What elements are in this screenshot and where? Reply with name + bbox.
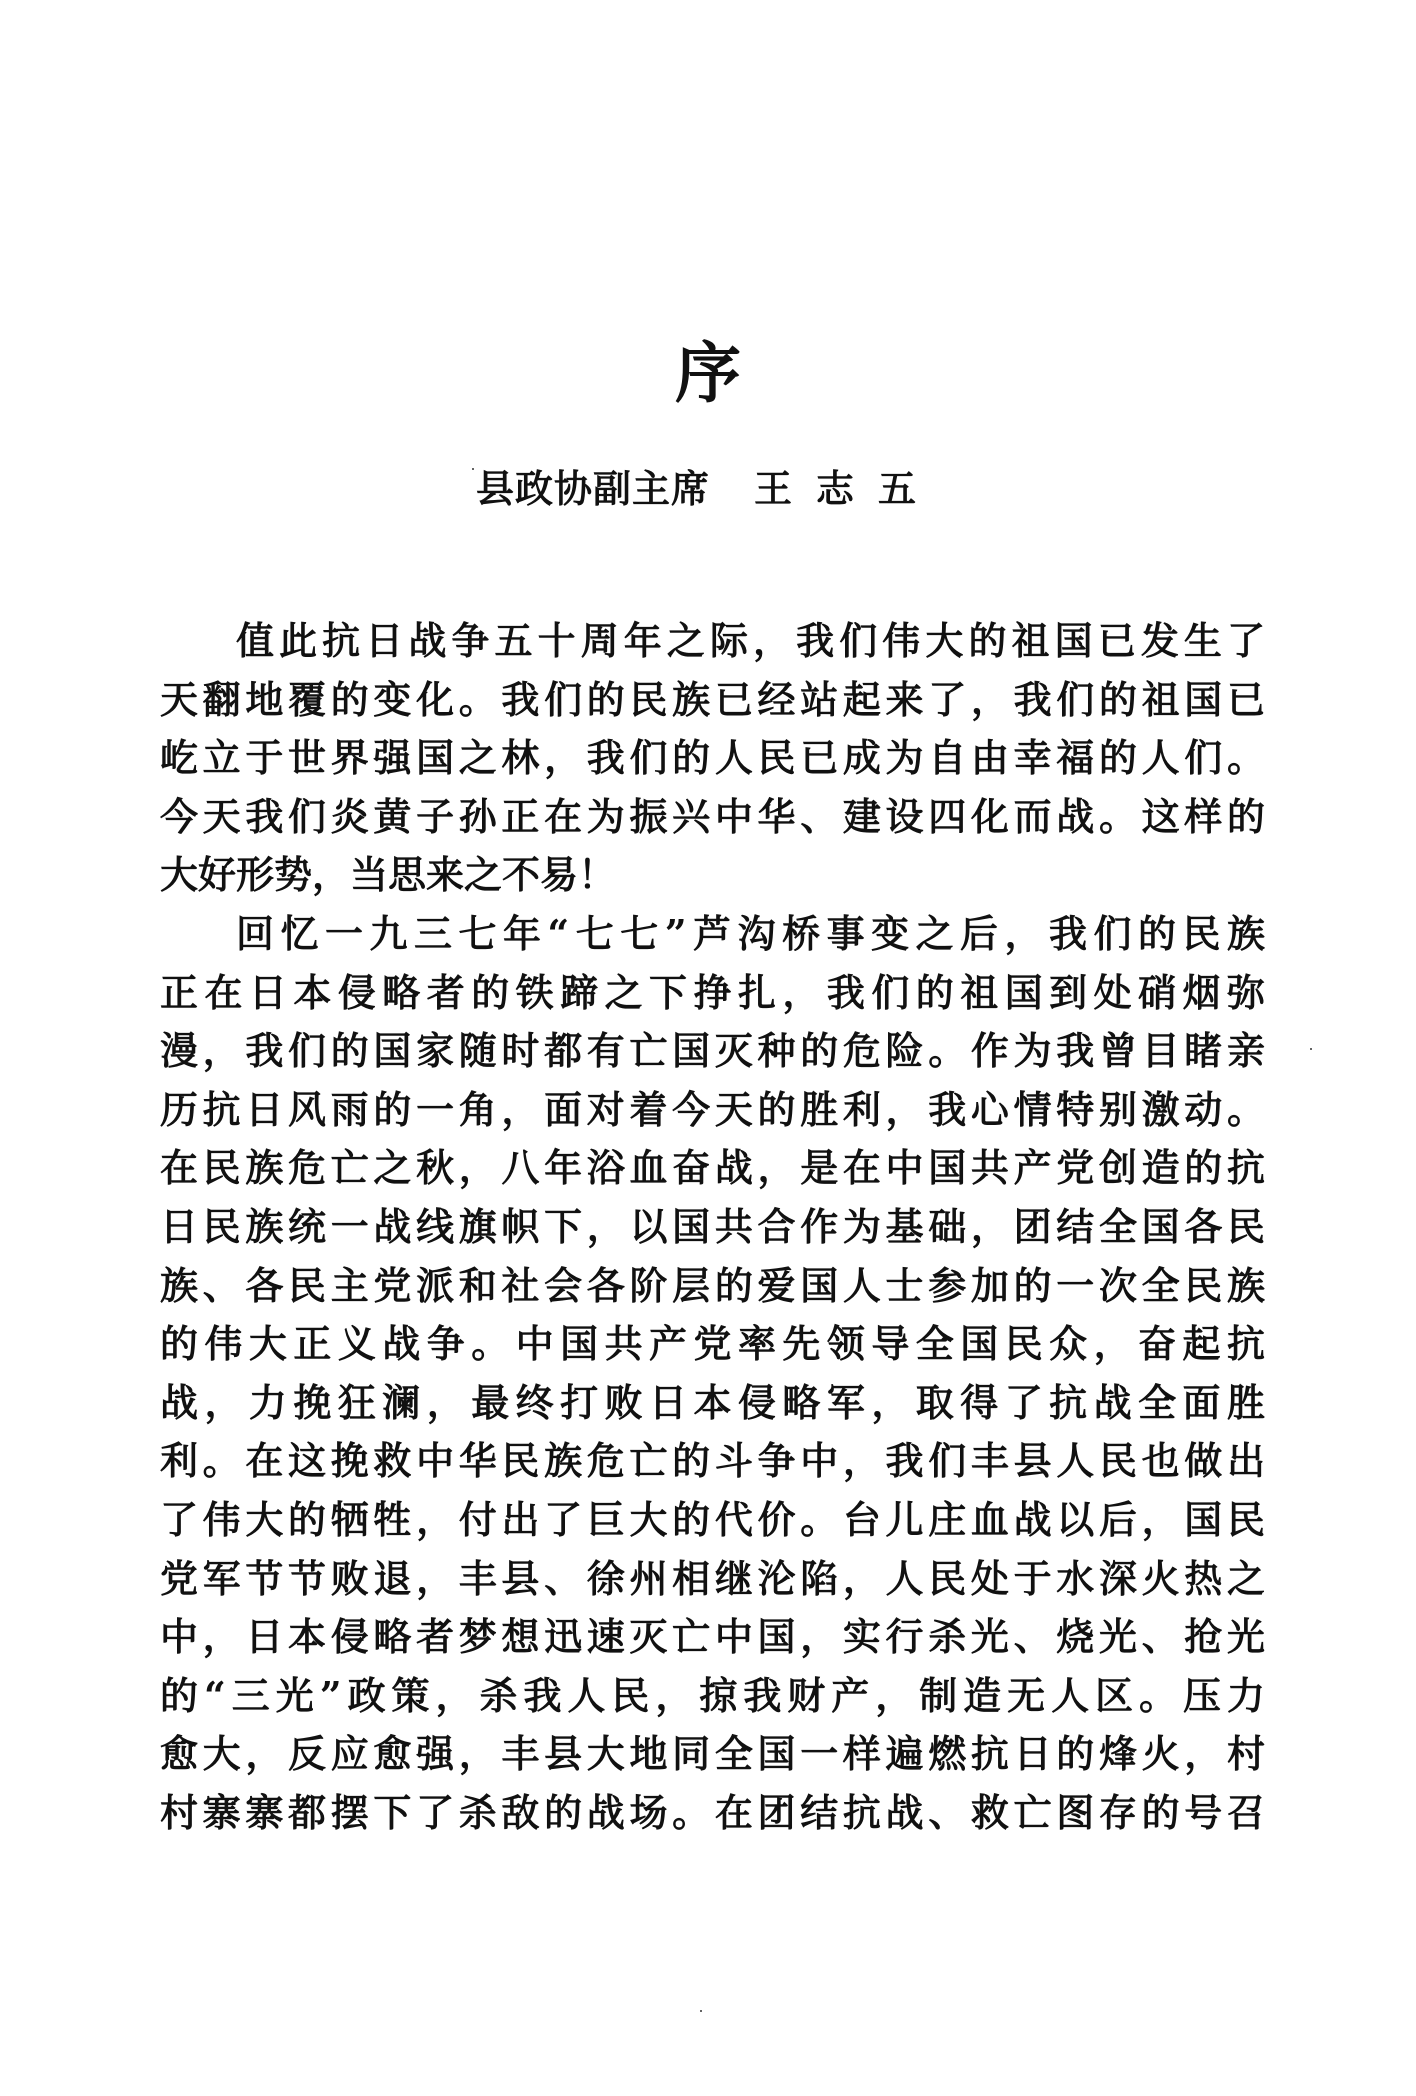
text-line: 天翻地覆的变化。我们的民族已经站起来了，我们的祖国已 bbox=[160, 676, 1265, 722]
text-line: 今天我们炎黄子孙正在为振兴中华、建设四化而战。这样的 bbox=[160, 793, 1265, 839]
text-line: 大好形势，当思来之不易！ bbox=[160, 852, 617, 898]
text-line: 正在日本侵略者的铁蹄之下挣扎，我们的祖国到处硝烟弥 bbox=[160, 969, 1265, 1015]
scan-speck bbox=[700, 2010, 702, 2012]
text-line: 中，日本侵略者梦想迅速灭亡中国，实行杀光、烧光、抢光 bbox=[160, 1614, 1265, 1660]
author-role: 县政协副主席 bbox=[475, 466, 710, 511]
text-line: 利。在这挽救中华民族危亡的斗争中，我们丰县人民也做出 bbox=[160, 1438, 1265, 1484]
byline bbox=[0, 466, 1416, 511]
scan-speck bbox=[472, 468, 474, 470]
text-line: 值此抗日战争五十周年之际，我们伟大的祖国已发生了 bbox=[236, 618, 1265, 663]
text-line: 的“三光”政策，杀我人民，掠我财产，制造无人区。压力 bbox=[160, 1672, 1265, 1718]
text-line: 在民族危亡之秋，八年浴血奋战，是在中国共产党创造的抗 bbox=[160, 1145, 1265, 1191]
text-line: 屹立于世界强国之林，我们的人民已成为自由幸福的人们。 bbox=[160, 735, 1265, 781]
text-line: 日民族统一战线旗帜下，以国共合作为基础，团结全国各民 bbox=[160, 1203, 1265, 1249]
text-line: 族、各民主党派和社会各阶层的爱国人士参加的一次全民族 bbox=[160, 1262, 1265, 1308]
scan-speck bbox=[1310, 1048, 1312, 1050]
text-line: 村寨寨都摆下了杀敌的战场。在团结抗战、救亡图存的号召 bbox=[160, 1789, 1265, 1835]
text-line: 的伟大正义战争。中国共产党率先领导全国民众，奋起抗 bbox=[160, 1321, 1265, 1367]
text-line: 党军节节败退，丰县、徐州相继沦陷，人民处于水深火热之 bbox=[160, 1555, 1265, 1601]
text-line: 战，力挽狂澜，最终打败日本侵略军，取得了抗战全面胜 bbox=[160, 1379, 1265, 1425]
text-line: 了伟大的牺牲，付出了巨大的代价。台儿庄血战以后，国民 bbox=[160, 1496, 1265, 1542]
text-line: 漫，我们的国家随时都有亡国灭种的危险。作为我曾目睹亲 bbox=[160, 1028, 1265, 1074]
author-name: 王志五 bbox=[754, 466, 941, 511]
text-line: 愈大，反应愈强，丰县大地同全国一样遍燃抗日的烽火，村 bbox=[160, 1731, 1265, 1777]
text-line: 历抗日风雨的一角，面对着今天的胜利，我心情特别激动。 bbox=[160, 1086, 1265, 1132]
text-line: 回忆一九三七年“七七”芦沟桥事变之后，我们的民族 bbox=[236, 910, 1265, 956]
body-text bbox=[160, 612, 1265, 1842]
document-title: 序 bbox=[675, 334, 741, 412]
